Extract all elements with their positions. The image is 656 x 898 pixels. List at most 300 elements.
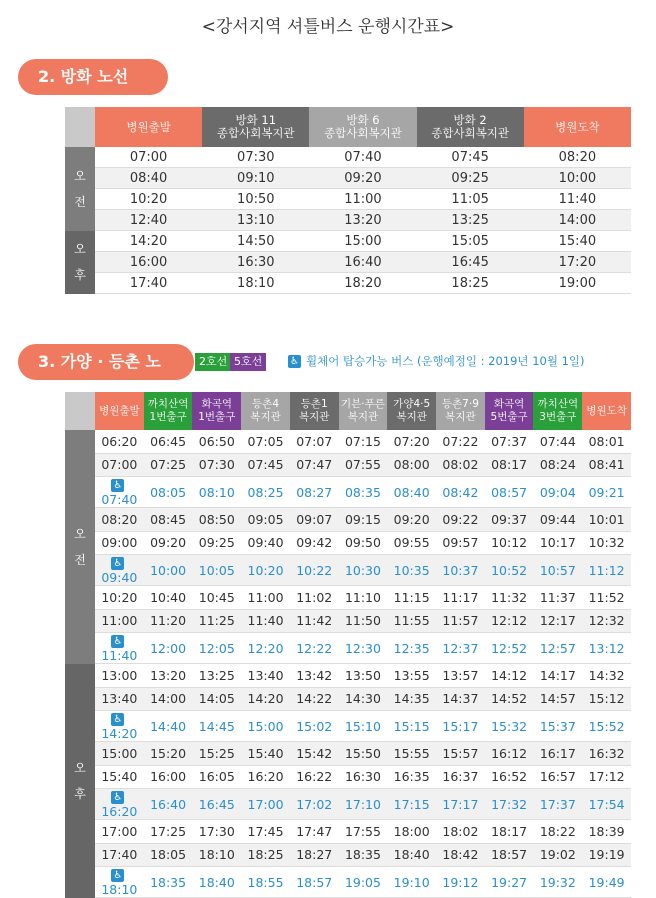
time-value: 13:55 (393, 667, 430, 683)
time-cell (241, 820, 290, 844)
time-cell: 09:25 (417, 168, 524, 189)
time-cell (582, 609, 631, 633)
time-value: 14:12 (491, 667, 528, 683)
time-value: 08:24 (539, 457, 576, 473)
time-value: 19:27 (491, 874, 528, 890)
time-cell (144, 531, 193, 555)
time-value: 17:15 (393, 796, 430, 812)
time-value: 12:30 (344, 640, 381, 656)
time-cell (339, 531, 388, 555)
table-row (65, 531, 631, 555)
time-value: 09:04 (539, 484, 576, 500)
time-cell (144, 430, 193, 453)
time-value: 07:44 (539, 433, 576, 449)
time-value: 07:47 (296, 457, 333, 473)
time-cell (533, 453, 582, 477)
time-cell (533, 843, 582, 867)
time-cell (241, 453, 290, 477)
time-cell (582, 789, 631, 820)
time-value: 14:20 (101, 726, 138, 741)
time-value: 15:12 (588, 691, 625, 707)
time-cell: 13:10 (202, 210, 309, 231)
time-cell (533, 555, 582, 586)
time-value: 17:00 (247, 796, 284, 812)
time-value: 08:42 (442, 484, 479, 500)
time-value: 07:15 (344, 433, 381, 449)
time-cell (387, 742, 436, 766)
time-value: 09:40 (101, 570, 138, 585)
time-cell: 18:25 (417, 273, 524, 294)
time-value: 10:52 (491, 562, 528, 578)
time-cell (95, 742, 144, 766)
time-value: 17:00 (101, 823, 138, 839)
time-value: 16:30 (344, 769, 381, 785)
time-value: 17:10 (344, 796, 381, 812)
time-cell (192, 586, 241, 610)
time-cell: 16:30 (202, 252, 309, 273)
time-cell: 08:40 (95, 168, 202, 189)
time-value: 11:40 (101, 648, 138, 663)
time-value: 11:42 (296, 613, 333, 629)
time-value: 10:32 (588, 535, 625, 551)
time-cell: 14:50 (202, 231, 309, 252)
time-value: 15:00 (247, 718, 284, 734)
time-cell (533, 430, 582, 453)
time-cell: 11:00 (309, 189, 416, 210)
column-header: 등촌1 복지관 (290, 392, 339, 430)
column-header: 병원출발 (95, 107, 202, 147)
time-value: 08:10 (198, 484, 235, 500)
time-value: 09:50 (344, 535, 381, 551)
time-value: 18:25 (247, 847, 284, 863)
table-row (65, 477, 631, 508)
time-value: 16:22 (296, 769, 333, 785)
time-value: 14:17 (539, 667, 576, 683)
time-cell: 16:40 (309, 252, 416, 273)
time-value: 10:37 (442, 562, 479, 578)
time-cell (241, 508, 290, 532)
time-cell (485, 555, 534, 586)
time-cell (192, 531, 241, 555)
time-cell (290, 765, 339, 789)
time-value: 18:40 (393, 847, 430, 863)
time-value: 10:17 (539, 535, 576, 551)
table-row (65, 231, 631, 252)
wheelchair-icon: ♿ (111, 713, 124, 726)
column-header: 등촌4 복지관 (241, 392, 290, 430)
time-cell (95, 843, 144, 867)
time-value: 11:20 (150, 613, 187, 629)
time-value: 18:55 (247, 874, 284, 890)
time-value: 11:10 (344, 589, 381, 605)
time-value: 19:02 (539, 847, 576, 863)
time-cell: 13:25 (417, 210, 524, 231)
column-header: 까치산역 3번출구 (533, 392, 582, 430)
time-cell (192, 633, 241, 664)
time-value: 14:45 (198, 718, 235, 734)
time-cell (436, 477, 485, 508)
time-cell (95, 633, 144, 664)
time-cell (144, 711, 193, 742)
time-cell (436, 711, 485, 742)
time-cell (192, 453, 241, 477)
time-cell (192, 555, 241, 586)
time-cell (533, 609, 582, 633)
time-cell (533, 742, 582, 766)
time-cell (436, 687, 485, 711)
time-cell (485, 843, 534, 867)
time-cell (387, 508, 436, 532)
period-char: 전 (74, 194, 86, 209)
time-value: 16:52 (491, 769, 528, 785)
period-char: 오 (74, 526, 86, 541)
time-cell (436, 430, 485, 453)
time-cell (436, 633, 485, 664)
wheelchair-icon: ♿ (111, 557, 124, 570)
time-cell (290, 843, 339, 867)
time-cell (95, 477, 144, 508)
time-value: 14:40 (150, 718, 187, 734)
time-cell (533, 664, 582, 688)
time-value: 15:17 (442, 718, 479, 734)
time-cell (582, 820, 631, 844)
time-cell (582, 633, 631, 664)
time-cell (485, 609, 534, 633)
time-cell (290, 609, 339, 633)
time-cell (436, 531, 485, 555)
time-cell (241, 477, 290, 508)
time-cell (485, 664, 534, 688)
table-row (65, 252, 631, 273)
column-header: 병원도착 (524, 107, 631, 147)
time-value: 18:57 (491, 847, 528, 863)
time-cell (241, 430, 290, 453)
column-header: 병원도착 (582, 392, 631, 430)
time-cell (436, 664, 485, 688)
table-row (65, 147, 631, 168)
time-value: 10:45 (198, 589, 235, 605)
time-value: 13:57 (442, 667, 479, 683)
time-cell (192, 820, 241, 844)
header-row (65, 107, 631, 147)
time-cell (144, 508, 193, 532)
time-cell (339, 633, 388, 664)
time-value: 14:37 (442, 691, 479, 707)
table-row (65, 210, 631, 231)
time-cell: 12:40 (95, 210, 202, 231)
time-value: 15:57 (442, 745, 479, 761)
time-value: 12:35 (393, 640, 430, 656)
column-header: 기븐·푸른 복지관 (339, 392, 388, 430)
time-value: 09:44 (539, 511, 576, 527)
time-value: 11:00 (247, 589, 284, 605)
table-row (65, 711, 631, 742)
time-cell: 17:40 (95, 273, 202, 294)
time-value: 11:52 (588, 589, 625, 605)
time-value: 11:32 (491, 589, 528, 605)
column-header: 등촌7·9 복지관 (436, 392, 485, 430)
time-value: 17:02 (296, 796, 333, 812)
time-value: 08:05 (150, 484, 187, 500)
route-3-badge: 3. 가양 · 등촌 노선 (18, 344, 194, 380)
time-value: 07:25 (150, 457, 187, 473)
time-value: 18:39 (588, 823, 625, 839)
time-cell (387, 664, 436, 688)
am-label (65, 430, 95, 664)
time-cell (582, 867, 631, 898)
time-cell (192, 477, 241, 508)
time-cell (533, 531, 582, 555)
time-value: 16:35 (393, 769, 430, 785)
time-value: 08:01 (588, 433, 625, 449)
page-title: <강서지역 셔틀버스 운행시간표> (201, 17, 455, 37)
table-row (65, 168, 631, 189)
time-value: 11:00 (101, 613, 138, 629)
time-cell (387, 711, 436, 742)
time-cell (485, 430, 534, 453)
time-cell (144, 453, 193, 477)
header-corner (65, 107, 95, 147)
time-value: 17:45 (247, 823, 284, 839)
time-cell (485, 820, 534, 844)
time-cell (290, 453, 339, 477)
time-value: 16:12 (491, 745, 528, 761)
time-value: 10:35 (393, 562, 430, 578)
time-cell (241, 742, 290, 766)
time-cell (582, 711, 631, 742)
time-value: 15:50 (344, 745, 381, 761)
time-value: 16:57 (539, 769, 576, 785)
time-cell (290, 789, 339, 820)
time-value: 07:45 (247, 457, 284, 473)
time-cell (387, 687, 436, 711)
time-cell (533, 477, 582, 508)
wheelchair-icon: ♿ (111, 869, 124, 882)
table-row (65, 586, 631, 610)
time-cell (387, 430, 436, 453)
time-cell (485, 531, 534, 555)
time-value: 15:42 (296, 745, 333, 761)
time-value: 07:40 (101, 492, 138, 507)
table-row (65, 820, 631, 844)
time-cell (582, 765, 631, 789)
time-value: 12:12 (491, 613, 528, 629)
time-cell (290, 633, 339, 664)
time-cell (241, 789, 290, 820)
table-row (65, 633, 631, 664)
time-value: 13:50 (344, 667, 381, 683)
table-row (65, 687, 631, 711)
time-value: 11:57 (442, 613, 479, 629)
time-value: 13:25 (198, 667, 235, 683)
time-value: 16:00 (150, 769, 187, 785)
time-value: 11:15 (393, 589, 430, 605)
time-value: 09:57 (442, 535, 479, 551)
time-cell: 16:45 (417, 252, 524, 273)
time-cell: 07:30 (202, 147, 309, 168)
time-value: 16:32 (588, 745, 625, 761)
time-cell (485, 742, 534, 766)
time-cell (241, 843, 290, 867)
time-value: 15:02 (296, 718, 333, 734)
time-cell (582, 843, 631, 867)
time-cell (192, 789, 241, 820)
column-header: 가양4·5 복지관 (387, 392, 436, 430)
time-value: 12:57 (539, 640, 576, 656)
time-cell (533, 820, 582, 844)
time-value: 15:15 (393, 718, 430, 734)
time-value: 07:07 (296, 433, 333, 449)
time-cell (436, 555, 485, 586)
time-cell: 08:20 (524, 147, 631, 168)
period-char: 오 (74, 760, 86, 775)
time-cell (436, 609, 485, 633)
time-cell (241, 711, 290, 742)
time-value: 07:30 (198, 457, 235, 473)
time-value: 18:10 (101, 882, 138, 897)
time-value: 11:55 (393, 613, 430, 629)
time-cell (485, 789, 534, 820)
time-cell (95, 508, 144, 532)
time-value: 06:50 (198, 433, 235, 449)
time-cell (95, 867, 144, 898)
time-cell: 16:00 (95, 252, 202, 273)
time-value: 14:05 (198, 691, 235, 707)
time-cell (144, 867, 193, 898)
route-2-badge: 2. 방화 노선 (18, 59, 168, 95)
time-value: 18:35 (150, 874, 187, 890)
time-cell (241, 531, 290, 555)
time-cell (95, 586, 144, 610)
table-row (65, 273, 631, 294)
time-value: 07:20 (393, 433, 430, 449)
time-value: 12:17 (539, 613, 576, 629)
time-cell (95, 789, 144, 820)
time-cell (387, 843, 436, 867)
time-cell (339, 555, 388, 586)
time-value: 10:22 (296, 562, 333, 578)
time-value: 17:54 (588, 796, 625, 812)
time-value: 18:17 (491, 823, 528, 839)
time-value: 07:37 (491, 433, 528, 449)
time-value: 16:37 (442, 769, 479, 785)
time-value: 08:57 (491, 484, 528, 500)
table-row (65, 430, 631, 453)
time-cell (339, 453, 388, 477)
time-value: 14:35 (393, 691, 430, 707)
time-value: 10:40 (150, 589, 187, 605)
time-cell (533, 633, 582, 664)
table-row (65, 742, 631, 766)
time-value: 14:22 (296, 691, 333, 707)
time-cell (95, 664, 144, 688)
time-cell (241, 633, 290, 664)
time-cell (485, 867, 534, 898)
time-value: 10:01 (588, 511, 625, 527)
time-cell (436, 867, 485, 898)
time-cell (436, 586, 485, 610)
time-value: 10:05 (198, 562, 235, 578)
time-cell: 11:05 (417, 189, 524, 210)
time-cell (290, 531, 339, 555)
column-header: 까치산역 1번출구 (144, 392, 193, 430)
line-5-tag: 5호선 (230, 353, 266, 371)
time-value: 11:40 (247, 613, 284, 629)
time-value: 14:00 (150, 691, 187, 707)
time-value: 07:05 (247, 433, 284, 449)
am-label (65, 147, 95, 231)
time-cell (290, 664, 339, 688)
period-char: 전 (74, 552, 86, 567)
time-value: 16:20 (101, 804, 138, 819)
time-value: 08:17 (491, 457, 528, 473)
time-cell (290, 742, 339, 766)
time-cell (387, 609, 436, 633)
time-value: 18:57 (296, 874, 333, 890)
time-cell: 10:00 (524, 168, 631, 189)
time-cell (192, 508, 241, 532)
time-value: 09:25 (198, 535, 235, 551)
time-cell (339, 789, 388, 820)
time-cell (144, 820, 193, 844)
time-cell (192, 609, 241, 633)
table-row (65, 789, 631, 820)
time-value: 12:37 (442, 640, 479, 656)
time-value: 08:20 (101, 511, 138, 527)
time-cell (241, 765, 290, 789)
time-value: 17:30 (198, 823, 235, 839)
header-corner (65, 392, 95, 430)
time-value: 13:40 (247, 667, 284, 683)
time-cell (290, 711, 339, 742)
time-cell (290, 430, 339, 453)
time-value: 13:20 (150, 667, 187, 683)
time-cell: 15:05 (417, 231, 524, 252)
time-cell (582, 453, 631, 477)
time-cell (339, 711, 388, 742)
time-cell: 18:10 (202, 273, 309, 294)
time-cell (144, 687, 193, 711)
time-cell (533, 789, 582, 820)
time-value: 17:17 (442, 796, 479, 812)
wheelchair-note (288, 353, 585, 369)
time-value: 15:20 (150, 745, 187, 761)
time-value: 18:35 (344, 847, 381, 863)
time-value: 15:32 (491, 718, 528, 734)
time-value: 17:40 (101, 847, 138, 863)
time-cell: 07:00 (95, 147, 202, 168)
time-cell (387, 453, 436, 477)
time-cell (241, 664, 290, 688)
time-cell (387, 820, 436, 844)
time-cell (192, 711, 241, 742)
time-cell (582, 508, 631, 532)
time-cell: 15:00 (309, 231, 416, 252)
time-cell (95, 453, 144, 477)
wheelchair-icon: ♿ (111, 791, 124, 804)
time-value: 18:22 (539, 823, 576, 839)
time-value: 18:40 (198, 874, 235, 890)
time-cell (436, 789, 485, 820)
time-cell (192, 687, 241, 711)
time-cell (290, 687, 339, 711)
time-value: 07:22 (442, 433, 479, 449)
time-cell (95, 430, 144, 453)
time-value: 11:02 (296, 589, 333, 605)
table-row (65, 843, 631, 867)
time-cell (582, 742, 631, 766)
time-value: 11:17 (442, 589, 479, 605)
